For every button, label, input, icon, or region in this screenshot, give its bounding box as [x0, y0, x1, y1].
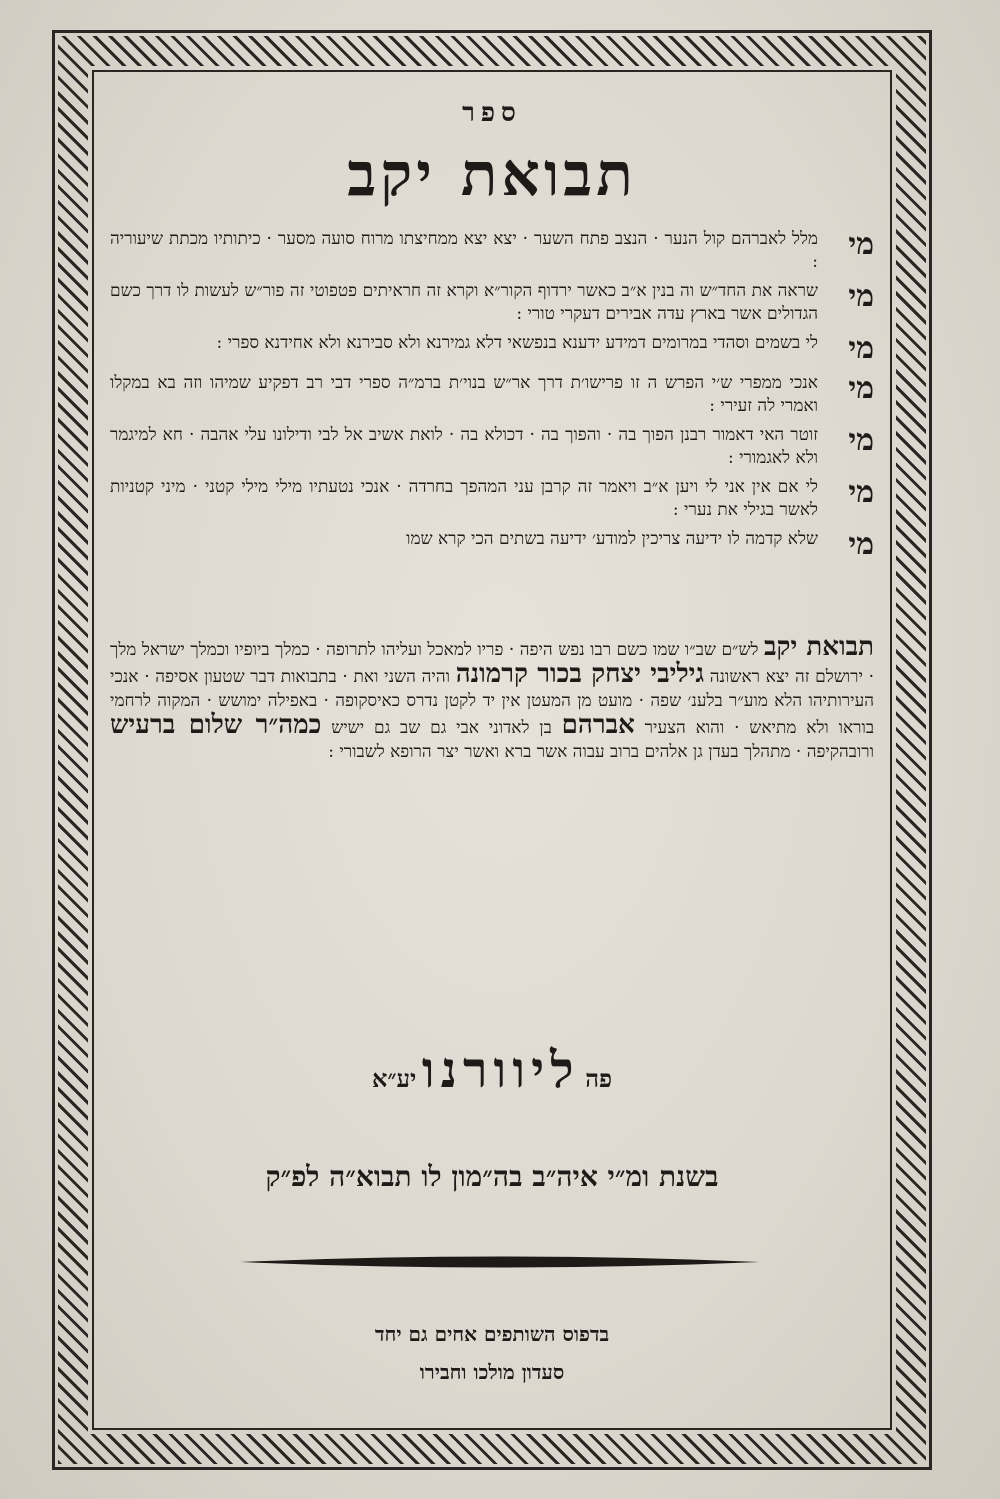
paragraph-text: והיה השני ואת · בתבואות דבר שטעון אסיפה · אנכי העירותיהו הלא מוע״ר בלענ׳ שפה · מועט מן המעטן אין יד לקטן נדרס כאיסקופה · באפילה ימושש · המקוה לרחמי בוראו ולא מתיאש · והוא הצעיר — [110, 667, 875, 738]
mi-label: מי — [848, 331, 874, 366]
mi-row — [110, 372, 874, 418]
printer-line-1: בדפוס השותפים אחים גם יחד — [374, 1322, 610, 1346]
printer-line-2: סעדון מולכו וחבירו — [419, 1360, 565, 1384]
mi-row — [110, 332, 874, 366]
ornamental-divider — [240, 1255, 760, 1269]
year-line: בשנת ומ״י איה״ב בה״מון לו תבוא״ה לפ״ק — [265, 1160, 719, 1193]
mi-row — [110, 424, 874, 470]
mi-text: אנכי ממפרי ש׳י הפרש ה זו פרישו׳ת דרך אר״ש בנוי׳ת ברמ״ה ספרי דבי רב דפקיע שמיהו וזה בא במקלו ואמרי לה זעירי : — [110, 373, 818, 416]
book-title: תבואת יקב — [347, 140, 637, 210]
mi-label: מי — [848, 371, 874, 406]
title-page-content — [110, 80, 874, 1420]
place-prefix: פה — [585, 1064, 613, 1093]
mi-row — [110, 528, 874, 562]
main-paragraph — [110, 632, 875, 764]
mi-row — [110, 476, 874, 522]
mi-label: מי — [848, 279, 874, 314]
mi-label: מי — [848, 423, 874, 458]
mi-text: מלל לאברהם קול הנער · הנצב פתח השער · יצא יצא ממחיצתו מרוח סועה מסער · כיתותיו מכתת שיעוריה : — [110, 229, 818, 272]
print-place — [110, 1040, 874, 1099]
sefer-label: ספר — [462, 98, 522, 128]
paragraph-text: בן לאדוני אבי גם שב גם ישיש — [331, 718, 552, 738]
mi-label: מי — [848, 527, 874, 562]
mi-label: מי — [848, 227, 874, 262]
mi-label: מי — [848, 475, 874, 510]
mi-text: שראה את החד״ש וה בנין א״ב כאשר ירדוף הקור״א וקרא זה חראיתים פטפוטי זה פור״ש לעשות לו דרך כשם הגדולים אשר בארץ עדה אבירים דעקרי טורי : — [110, 281, 818, 324]
mi-row — [110, 280, 874, 326]
mi-row — [110, 228, 874, 274]
place-abbr: יע״א — [371, 1064, 417, 1093]
title-repeat: תבואת יקב — [764, 632, 875, 662]
author-father-name: גיליבי יצחק בכור קרמונה — [455, 659, 705, 689]
paragraph-text: לש״ם שב״ו שמו כשם רבו נפש היפה · פריו למאכל ועליהו לתרופה · כמלך ביופיו וכמלך ישראל מלך · ירושלם — [110, 640, 875, 687]
mi-text: שלא קדמה לו ידיעה צריכין למודע׳ ידיעה בשתים הכי קרא שמו — [406, 529, 818, 549]
mi-text: לי בשמים וסהדי במרומים דמידע ידענא בנפשאי דלא גמירנא ולא סבירנא ולא אחידנא ספרי : — [216, 333, 818, 353]
mi-verse-list — [110, 228, 874, 568]
paragraph-text: זה יצא ראשונה — [709, 667, 810, 687]
mi-text: זוטר האי דאמור רבנן הפוך בה · והפוך בה · דכולא בה · לואת אשיב אל לבי ודילונו עלי אהבה · חא למיגמר ולא לאגמורי : — [110, 425, 818, 468]
place-name: ליוורנו — [421, 1040, 580, 1099]
author-father-title: כמה״ר שלום ברעיש — [110, 710, 322, 740]
author-name: אברהם — [561, 710, 635, 740]
mi-text: לי אם אין אני לי ויען א״ב ויאמר זה קרבן עני המהפך בחרדה · אנכי נטעתיו מילי מילי קטני · מיני קטניות לאשר בגילי את נערי : — [110, 477, 818, 520]
paragraph-text: ורובהקיפה · מתהלך בעדן גן אלהים ברוב עבוה אשר ברא ואשר יצר הרופא לשבורי : — [328, 742, 874, 762]
